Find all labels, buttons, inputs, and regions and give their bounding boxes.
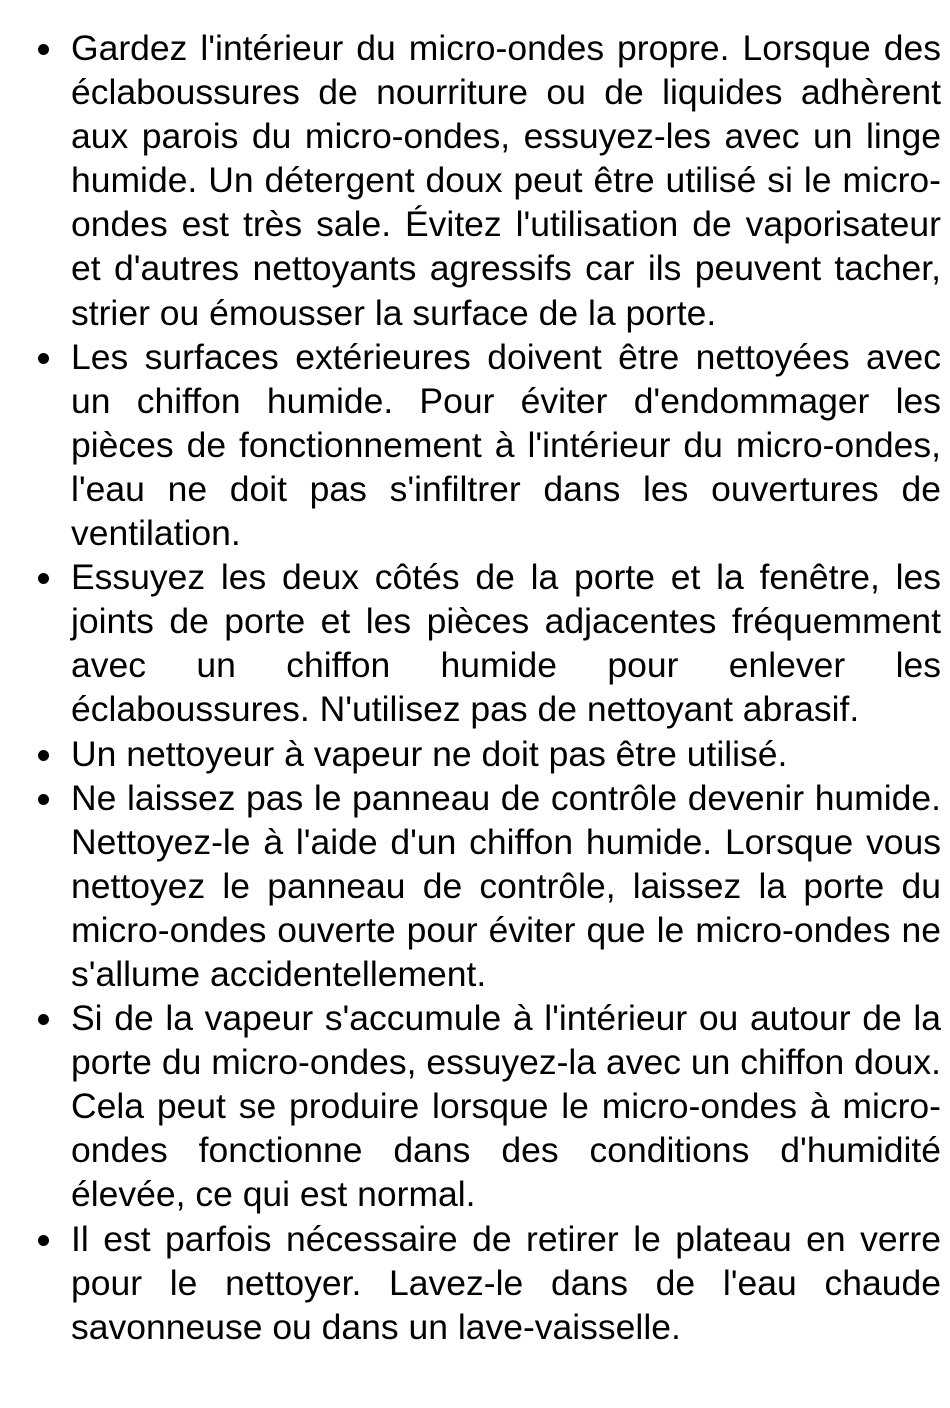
- list-item-text: Essuyez les deux côtés de la porte et la fenêtre, les joints de porte et les pièces adjacentes fréquemment avec un chiffon humide pour enlever les éclaboussures. N'utilisez pas de nettoyant abrasif.: [71, 557, 941, 730]
- list-item: [0, 732, 950, 776]
- list-item: [0, 996, 950, 1216]
- bullet-icon: [38, 1235, 49, 1246]
- cleaning-instructions-list: [0, 26, 950, 1349]
- list-item-text: Un nettoyeur à vapeur ne doit pas être utilisé.: [71, 733, 788, 774]
- bullet-icon: [38, 353, 49, 364]
- bullet-icon: [38, 750, 49, 761]
- list-item-text: Il est parfois nécessaire de retirer le plateau en verre pour le nettoyer. Lavez-le dans de l'eau chaude savonneuse ou dans un lave-vaisselle.: [71, 1218, 941, 1347]
- document-page: [0, 26, 950, 1349]
- bullet-icon: [38, 794, 49, 805]
- list-item: [0, 335, 950, 555]
- list-item: [0, 26, 950, 335]
- list-item: [0, 776, 950, 996]
- list-item-text: Les surfaces extérieures doivent être nettoyées avec un chiffon humide. Pour éviter d'endommager les pièces de fonctionnement à l'intérieur du micro-ondes, l'eau ne doit pas s'infiltrer dans les ouvertures de ventilation.: [71, 336, 941, 554]
- list-item-text: Gardez l'intérieur du micro-ondes propre. Lorsque des éclaboussures de nourriture ou de liquides adhèrent aux parois du micro-ondes, essuyez-les avec un linge humide. Un détergent doux peut être utilisé si le micro-ondes est très sale. Évitez l'utilisation de vaporisateur et d'autres nettoyants agressifs car ils peuvent tacher, strier ou émousser la surface de la porte.: [71, 28, 941, 333]
- bullet-icon: [38, 573, 49, 584]
- list-item: [0, 555, 950, 731]
- list-item-text: Si de la vapeur s'accumule à l'intérieur ou autour de la porte du micro-ondes, essuyez-la avec un chiffon doux. Cela peut se produire lorsque le micro-ondes à micro-ondes fonctionne dans des conditions d'humidité élevée, ce qui est normal.: [71, 998, 941, 1215]
- bullet-icon: [38, 1014, 49, 1025]
- list-item: [0, 1217, 950, 1349]
- bullet-icon: [38, 44, 49, 55]
- list-item-text: Ne laissez pas le panneau de contrôle devenir humide. Nettoyez-le à l'aide d'un chiffon humide. Lorsque vous nettoyez le panneau de contrôle, laissez la porte du micro-ondes ouverte pour éviter que le micro-ondes ne s'allume accidentellement.: [71, 777, 941, 994]
